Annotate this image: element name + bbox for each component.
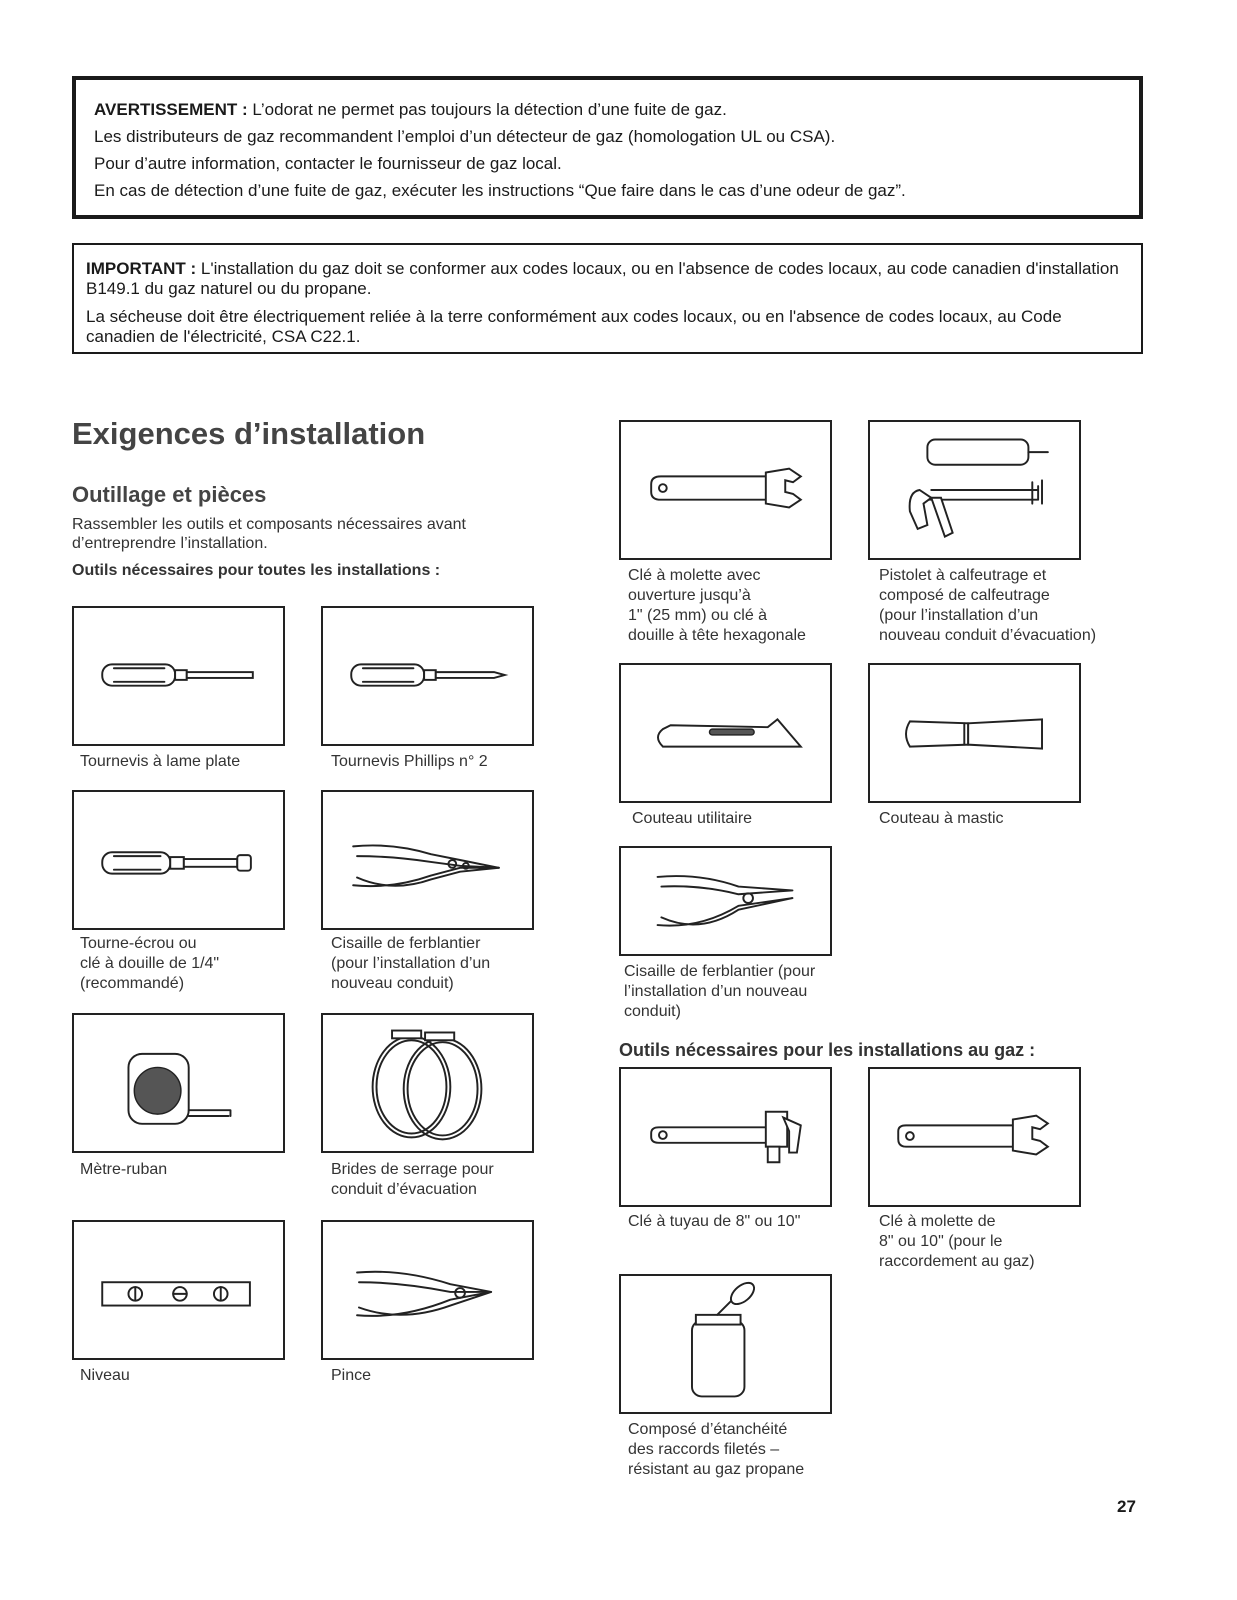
vent-clamps-figure: [321, 1013, 534, 1153]
warning-label: AVERTISSEMENT :: [94, 100, 248, 119]
level-caption: Niveau: [80, 1367, 130, 1384]
tape-measure-caption: Mètre-ruban: [80, 1161, 168, 1178]
pipe-sealant-jar-icon: [621, 1276, 830, 1412]
all-tools-heading: Outils nécessaires pour toutes les installations :: [72, 562, 441, 579]
tin-snips-caption-1: Cisaille de ferblantier (pour l’installation d’un nouveau conduit): [331, 935, 491, 992]
pliers-icon: [323, 1222, 532, 1358]
warning-line-4: En cas de détection d’une fuite de gaz, exécuter les instructions “Que faire dans le cas d’une odeur de gaz”.: [94, 181, 906, 200]
section-title: Exigences d’installation: [72, 416, 426, 451]
nut-driver-figure: [72, 790, 285, 930]
tin-snips-caption-2: Cisaille de ferblantier (pour l’installation d’un nouveau conduit): [624, 963, 816, 1020]
pipe-sealant-figure: [619, 1274, 832, 1414]
gas-tools-heading: Outils nécessaires pour les installations au gaz :: [619, 1040, 1036, 1060]
pipe-wrench-icon: [621, 1069, 830, 1205]
section-intro: Rassembler les outils et composants nécessaires avant d’entreprendre l’installation.: [72, 516, 466, 552]
vent-clamp-icon: [323, 1015, 532, 1151]
pipe-sealant-caption: Composé d’étanchéité des raccords filetés – résistant au gaz propane: [628, 1421, 805, 1478]
tin-snips-figure-1: [321, 790, 534, 930]
tape-measure-figure: [72, 1013, 285, 1153]
nut-driver-caption: Tourne-écrou ou clé à douille de 1/4" (recommandé): [80, 935, 220, 992]
phillips-screwdriver-icon: [323, 608, 532, 744]
adjustable-wrench-icon: [621, 422, 830, 558]
tape-measure-icon: [74, 1015, 283, 1151]
nut-driver-icon: [74, 792, 283, 928]
adjustable-wrench-figure: [619, 420, 832, 560]
vent-clamps-caption: Brides de serrage pour conduit d’évacuation: [331, 1161, 494, 1198]
page-number: 27: [1117, 1497, 1136, 1516]
tin-snips-icon: [323, 792, 532, 928]
adjustable-wrench-gas-icon: [870, 1069, 1079, 1205]
putty-knife-icon: [870, 665, 1079, 801]
important-para-2: La sécheuse doit être électriquement reliée à la terre conformément aux codes locaux, ou en l'absence de codes locaux, au Code canadien de l'électricité, CSA C22.1.: [86, 307, 1062, 346]
caulking-gun-caption: Pistolet à calfeutrage et composé de calfeutrage (pour l’installation d’un nouveau conduit d’évacuation): [879, 567, 1097, 644]
phillips-screwdriver-figure: [321, 606, 534, 746]
important-box: [72, 243, 1143, 354]
flat-screwdriver-figure: [72, 606, 285, 746]
adjustable-wrench-gas-figure: [868, 1067, 1081, 1207]
level-icon: [74, 1222, 283, 1358]
pliers-caption: Pince: [331, 1367, 372, 1384]
section-subtitle: Outillage et pièces: [72, 482, 267, 507]
important-label: IMPORTANT :: [86, 259, 197, 278]
utility-knife-figure: [619, 663, 832, 803]
warning-line-2: Les distributeurs de gaz recommandent l’emploi d’un détecteur de gaz (homologation UL ou CSA).: [94, 127, 836, 146]
phillips-screwdriver-caption: Tournevis Phillips n° 2: [331, 753, 488, 770]
warning-line-1: AVERTISSEMENT : L’odorat ne permet pas toujours la détection d’une fuite de gaz.: [94, 100, 727, 119]
adjustable-wrench-gas-caption: Clé à molette de 8" ou 10" (pour le raccordement au gaz): [879, 1213, 1035, 1270]
level-figure: [72, 1220, 285, 1360]
utility-knife-icon: [621, 665, 830, 801]
putty-knife-caption: Couteau à mastic: [879, 810, 1004, 827]
warning-box: [72, 76, 1143, 219]
flat-screwdriver-icon: [74, 608, 283, 744]
putty-knife-figure: [868, 663, 1081, 803]
pipe-wrench-caption: Clé à tuyau de 8" ou 10": [628, 1213, 801, 1230]
caulking-gun-icon: [870, 422, 1079, 558]
warning-line-3: Pour d’autre information, contacter le fournisseur de gaz local.: [94, 154, 562, 173]
tin-snips-2-icon: [621, 848, 830, 954]
pipe-wrench-figure: [619, 1067, 832, 1207]
important-para-1: IMPORTANT : L'installation du gaz doit se conformer aux codes locaux, ou en l'absence de codes locaux, au code canadien d'installation B149.1 du gaz naturel ou du propane.: [86, 259, 1119, 298]
pliers-figure: [321, 1220, 534, 1360]
tin-snips-figure-2: [619, 846, 832, 956]
adjustable-wrench-caption: Clé à molette avec ouverture jusqu’à 1" (25 mm) ou clé à douille à tête hexagonale: [628, 567, 806, 644]
utility-knife-caption: Couteau utilitaire: [632, 810, 753, 827]
flat-screwdriver-caption: Tournevis à lame plate: [80, 753, 241, 770]
caulking-gun-figure: [868, 420, 1081, 560]
